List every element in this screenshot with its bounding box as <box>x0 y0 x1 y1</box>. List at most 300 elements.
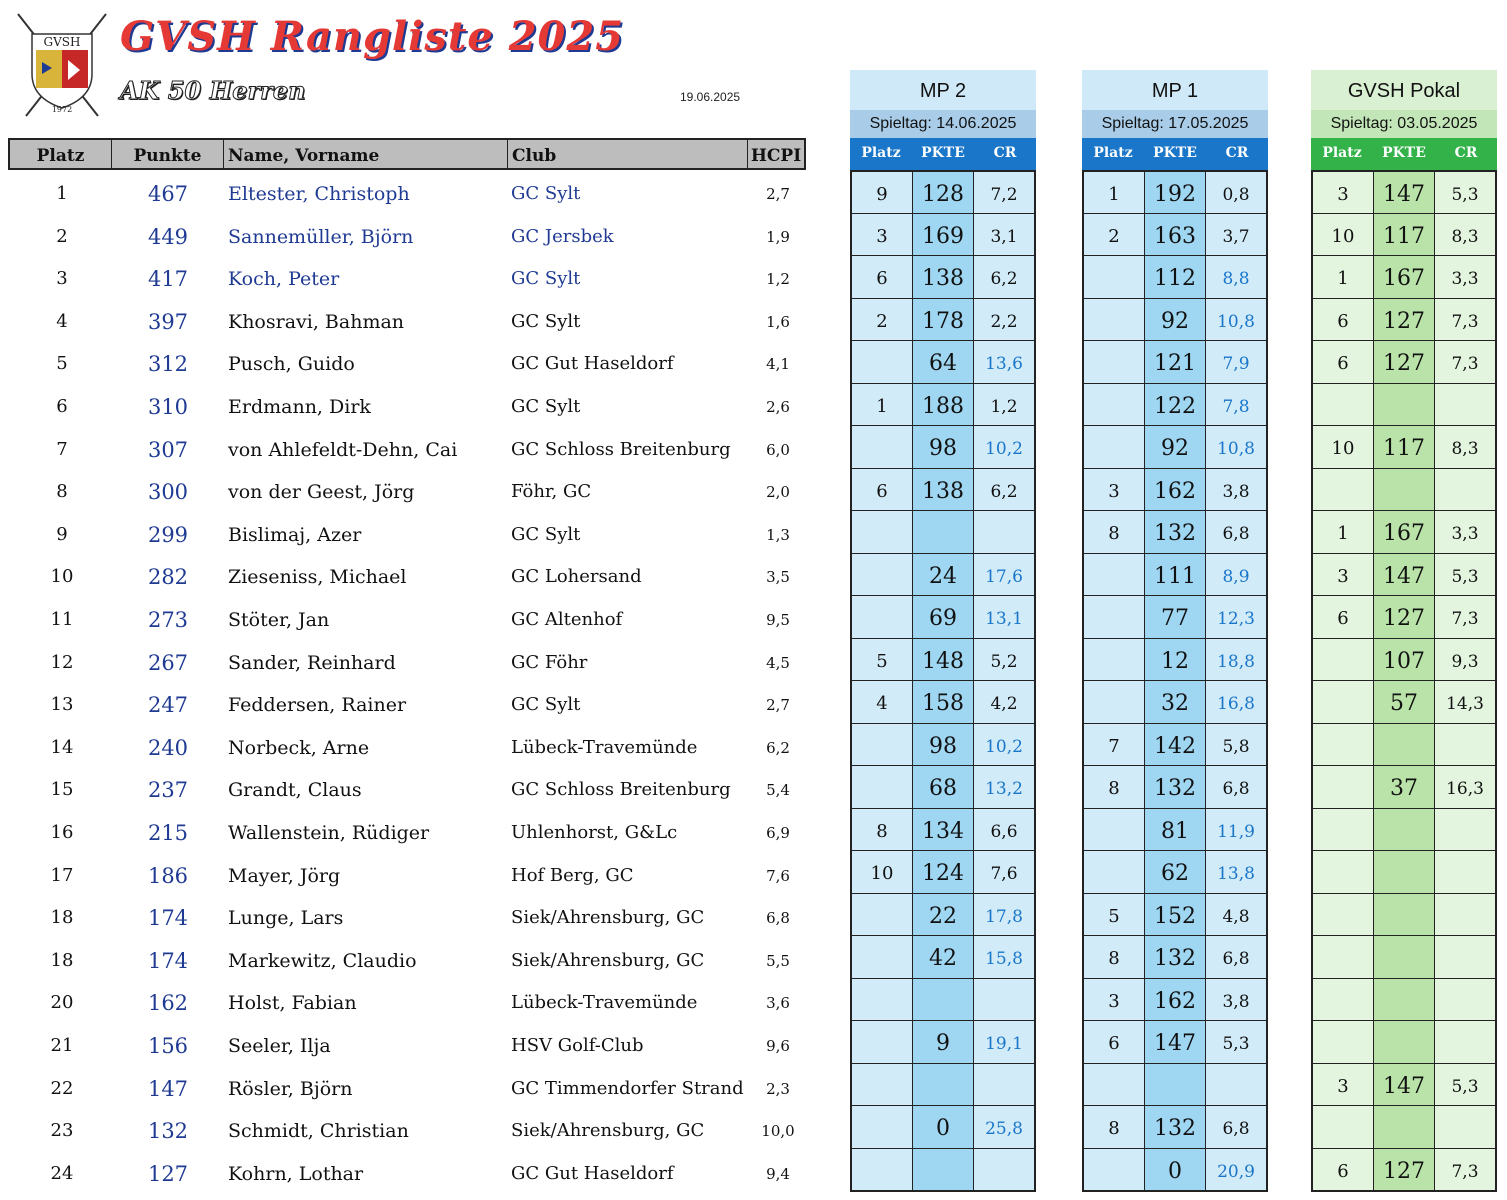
event-rank-cell <box>1313 936 1374 978</box>
event-rank-cell: 3 <box>852 214 913 256</box>
block-row <box>1084 638 1266 681</box>
table-row <box>8 1067 806 1109</box>
club-cell: Hof Berg, GC <box>511 864 634 886</box>
event-rank-cell <box>1084 851 1145 893</box>
event-cr-cell: 5,3 <box>1435 554 1495 596</box>
event-points-cell: 178 <box>913 299 974 341</box>
event-rank-cell: 2 <box>852 299 913 341</box>
event-points-cell: 132 <box>1145 766 1206 808</box>
table-row <box>8 896 806 938</box>
event-points-cell: 121 <box>1145 341 1206 383</box>
event-points-cell: 163 <box>1145 214 1206 256</box>
block-row <box>852 255 1034 298</box>
event-points-cell: 57 <box>1374 681 1435 723</box>
points-cell: 417 <box>147 267 189 292</box>
col-pkte: PKTE <box>1153 145 1197 161</box>
block-row <box>852 765 1034 808</box>
table-row <box>8 385 806 427</box>
event-rank-cell <box>1084 256 1145 298</box>
block-row <box>1313 1148 1495 1191</box>
rank-cell: 4 <box>56 310 68 332</box>
block-row <box>852 1148 1034 1191</box>
event-points-cell: 122 <box>1145 384 1206 426</box>
block-row <box>852 978 1034 1021</box>
club-cell: Siek/Ahrensburg, GC <box>511 1120 705 1142</box>
name-cell: Eltester, Christoph <box>228 183 410 205</box>
block-row <box>1313 298 1495 341</box>
event-rank-cell <box>1313 724 1374 766</box>
hcpi-cell: 5,4 <box>766 781 790 800</box>
points-cell: 162 <box>147 991 189 1016</box>
points-cell: 282 <box>147 565 189 590</box>
event-rank-cell <box>1084 341 1145 383</box>
event-rank-cell: 6 <box>1084 1021 1145 1063</box>
block-row <box>852 425 1034 468</box>
club-cell: Föhr, GC <box>511 481 592 503</box>
block-columns <box>1311 138 1497 170</box>
event-points-cell <box>1145 1064 1206 1106</box>
block-row <box>852 170 1034 213</box>
event-cr-cell: 16,3 <box>1435 766 1495 808</box>
block-title: MP 2 <box>850 70 1036 110</box>
event-cr-cell <box>1435 809 1495 851</box>
club-cell: Lübeck-Travemünde <box>511 736 698 758</box>
event-rank-cell <box>1313 1106 1374 1148</box>
name-cell: von Ahlefeldt-Dehn, Cai <box>228 438 458 461</box>
block-mp1 <box>1082 70 1268 1192</box>
table-row <box>8 470 806 512</box>
points-cell: 467 <box>147 182 189 206</box>
event-cr-cell: 7,8 <box>1206 384 1266 426</box>
name-cell: Grandt, Claus <box>228 779 362 802</box>
event-cr-cell <box>974 1064 1034 1106</box>
points-cell: 127 <box>147 1161 189 1186</box>
event-cr-cell: 7,3 <box>1435 341 1495 383</box>
col-platz: Platz <box>1093 145 1133 161</box>
event-rank-cell: 1 <box>852 384 913 426</box>
hcpi-cell: 6,2 <box>766 738 790 757</box>
points-cell: 215 <box>147 821 189 845</box>
block-row <box>1313 808 1495 851</box>
points-cell: 174 <box>147 906 189 931</box>
event-points-cell: 132 <box>1145 511 1206 553</box>
event-points-cell: 147 <box>1145 1021 1206 1063</box>
rank-cell: 2 <box>56 225 68 247</box>
block-row <box>1084 213 1266 256</box>
event-rank-cell <box>1084 681 1145 723</box>
event-rank-cell <box>1313 639 1374 681</box>
name-cell: Wallenstein, Rüdiger <box>228 822 430 844</box>
hcpi-cell: 6,8 <box>766 909 790 928</box>
table-row <box>8 257 806 299</box>
event-cr-cell: 7,6 <box>974 851 1034 893</box>
name-cell: Feddersen, Rainer <box>228 694 407 717</box>
block-row <box>852 298 1034 341</box>
event-points-cell: 127 <box>1374 299 1435 341</box>
event-points-cell: 32 <box>1145 681 1206 723</box>
event-cr-cell: 15,8 <box>974 936 1034 978</box>
rank-cell: 1 <box>56 183 68 204</box>
club-cell: GC Schloss Breitenburg <box>511 779 731 801</box>
block-row <box>852 340 1034 383</box>
event-points-cell: 167 <box>1374 256 1435 298</box>
event-cr-cell <box>1435 851 1495 893</box>
block-row <box>852 595 1034 638</box>
event-cr-cell: 17,6 <box>974 554 1034 596</box>
block-row <box>1313 723 1495 766</box>
rank-cell: 21 <box>50 1035 74 1056</box>
event-points-cell: 64 <box>913 341 974 383</box>
col-cr: CR <box>1454 145 1478 161</box>
rank-cell: 24 <box>50 1162 74 1184</box>
event-cr-cell: 10,2 <box>974 724 1034 766</box>
event-points-cell: 162 <box>1145 979 1206 1021</box>
event-rank-cell: 6 <box>852 469 913 511</box>
event-points-cell: 127 <box>1374 596 1435 638</box>
event-rank-cell <box>852 511 913 553</box>
table-row <box>8 1152 806 1194</box>
block-row <box>1313 383 1495 426</box>
block-grid <box>1082 170 1268 1192</box>
event-cr-cell <box>974 511 1034 553</box>
points-cell: 240 <box>147 735 189 760</box>
event-points-cell: 147 <box>1374 554 1435 596</box>
event-rank-cell <box>1084 554 1145 596</box>
event-rank-cell <box>1084 809 1145 851</box>
block-row <box>852 468 1034 511</box>
event-rank-cell: 1 <box>1313 256 1374 298</box>
event-cr-cell: 5,3 <box>1435 1064 1495 1106</box>
header-name: Name, Vorname <box>224 140 508 168</box>
event-points-cell <box>1374 469 1435 511</box>
hcpi-cell: 1,6 <box>766 312 790 331</box>
club-cell: GC Gut Haseldorf <box>511 353 674 375</box>
event-cr-cell: 6,6 <box>974 809 1034 851</box>
block-row <box>1313 170 1495 213</box>
name-cell: Kohrn, Lothar <box>228 1162 364 1185</box>
event-rank-cell: 9 <box>852 172 913 213</box>
block-row <box>1084 170 1266 213</box>
event-points-cell: 192 <box>1145 172 1206 213</box>
header-club: Club <box>508 140 748 168</box>
event-rank-cell <box>852 936 913 978</box>
event-cr-cell: 3,3 <box>1435 511 1495 553</box>
block-row <box>1084 340 1266 383</box>
name-cell: Markewitz, Claudio <box>228 949 417 972</box>
event-cr-cell <box>1435 894 1495 936</box>
name-cell: Pusch, Guido <box>228 353 355 376</box>
block-row <box>852 1063 1034 1106</box>
club-cell: GC Lohersand <box>511 566 642 588</box>
event-points-cell: 0 <box>913 1106 974 1148</box>
points-cell: 307 <box>147 437 189 462</box>
hcpi-cell: 2,0 <box>766 483 790 502</box>
event-rank-cell: 6 <box>852 256 913 298</box>
points-cell: 267 <box>147 650 189 675</box>
rank-cell: 17 <box>50 864 74 886</box>
event-cr-cell <box>1435 1021 1495 1063</box>
hcpi-cell: 2,7 <box>766 185 790 203</box>
event-cr-cell <box>1435 469 1495 511</box>
table-row <box>8 555 806 597</box>
block-row <box>1313 978 1495 1021</box>
table-row <box>8 981 806 1023</box>
club-cell: GC Altenhof <box>511 609 623 630</box>
points-cell: 310 <box>147 395 189 419</box>
hcpi-cell: 9,5 <box>766 611 790 629</box>
event-points-cell: 152 <box>1145 894 1206 936</box>
block-row <box>1313 425 1495 468</box>
table-row <box>8 1109 806 1151</box>
event-cr-cell <box>1435 936 1495 978</box>
event-points-cell: 12 <box>1145 639 1206 681</box>
club-cell: GC Sylt <box>511 694 581 716</box>
event-rank-cell: 10 <box>1313 426 1374 468</box>
event-cr-cell: 13,8 <box>1206 851 1266 893</box>
event-points-cell: 117 <box>1374 426 1435 468</box>
event-points-cell: 162 <box>1145 469 1206 511</box>
event-points-cell <box>1374 1106 1435 1148</box>
table-row <box>8 683 806 725</box>
event-cr-cell: 4,8 <box>1206 894 1266 936</box>
event-rank-cell: 8 <box>1084 511 1145 553</box>
event-cr-cell: 6,2 <box>974 256 1034 298</box>
event-cr-cell <box>1435 384 1495 426</box>
name-cell: Rösler, Björn <box>228 1077 353 1100</box>
hcpi-cell: 3,6 <box>766 994 790 1013</box>
event-cr-cell: 5,3 <box>1435 172 1495 213</box>
event-rank-cell <box>1313 1021 1374 1063</box>
event-cr-cell: 1,2 <box>974 384 1034 426</box>
name-cell: Lunge, Lars <box>228 907 344 930</box>
club-cell: GC Schloss Breitenburg <box>511 438 731 460</box>
event-points-cell: 188 <box>913 384 974 426</box>
col-platz: Platz <box>1322 145 1362 161</box>
event-points-cell: 111 <box>1145 554 1206 596</box>
rank-cell: 7 <box>56 438 68 460</box>
block-row <box>1313 893 1495 936</box>
page-subtitle: AK 50 Herren <box>120 76 306 105</box>
club-cell: GC Föhr <box>511 651 588 673</box>
hcpi-cell: 5,5 <box>766 951 790 970</box>
col-cr: CR <box>993 145 1017 161</box>
block-row <box>1084 680 1266 723</box>
points-cell: 174 <box>147 948 189 973</box>
hcpi-cell: 2,6 <box>766 398 790 416</box>
block-row <box>1084 510 1266 553</box>
points-cell: 273 <box>147 608 189 632</box>
col-pkte: PKTE <box>921 145 965 161</box>
event-rank-cell <box>1084 299 1145 341</box>
event-rank-cell: 3 <box>1084 979 1145 1021</box>
event-rank-cell <box>852 1149 913 1191</box>
club-cell: GC Sylt <box>511 183 581 204</box>
table-row <box>8 428 806 470</box>
block-row <box>1084 935 1266 978</box>
col-platz: Platz <box>861 145 901 161</box>
col-pkte: PKTE <box>1382 145 1426 161</box>
event-rank-cell <box>1084 1064 1145 1106</box>
header-punkte: Punkte <box>112 140 224 168</box>
event-rank-cell: 7 <box>1084 724 1145 766</box>
event-rank-cell: 6 <box>1313 341 1374 383</box>
event-cr-cell: 3,7 <box>1206 214 1266 256</box>
block-row <box>1084 425 1266 468</box>
event-points-cell: 69 <box>913 596 974 638</box>
rank-cell: 9 <box>56 523 68 545</box>
points-cell: 186 <box>147 863 189 888</box>
block-row <box>1313 1020 1495 1063</box>
table-row <box>8 726 806 768</box>
event-rank-cell <box>1084 426 1145 468</box>
points-cell: 312 <box>147 352 189 377</box>
event-cr-cell: 18,8 <box>1206 639 1266 681</box>
event-points-cell: 147 <box>1374 172 1435 213</box>
event-rank-cell: 8 <box>1084 766 1145 808</box>
hcpi-cell: 10,0 <box>761 1122 795 1141</box>
event-points-cell: 68 <box>913 766 974 808</box>
event-cr-cell: 19,1 <box>974 1021 1034 1063</box>
club-cell: GC Sylt <box>511 396 581 417</box>
block-row <box>1313 595 1495 638</box>
block-row <box>852 638 1034 681</box>
name-cell: Schmidt, Christian <box>228 1120 409 1143</box>
points-cell: 237 <box>147 778 189 803</box>
block-row <box>1084 978 1266 1021</box>
event-cr-cell: 5,8 <box>1206 724 1266 766</box>
event-points-cell: 81 <box>1145 809 1206 851</box>
points-cell: 397 <box>147 309 189 334</box>
event-cr-cell: 8,3 <box>1435 214 1495 256</box>
name-cell: Seeler, Ilja <box>228 1035 331 1057</box>
club-cell: GC Sylt <box>511 310 581 332</box>
event-rank-cell: 10 <box>852 851 913 893</box>
block-date: Spieltag: 17.05.2025 <box>1082 110 1268 138</box>
block-row <box>1084 765 1266 808</box>
event-rank-cell <box>1084 596 1145 638</box>
event-cr-cell: 25,8 <box>974 1106 1034 1148</box>
table-row <box>8 854 806 896</box>
rank-cell: 22 <box>50 1077 74 1099</box>
event-cr-cell <box>974 1149 1034 1191</box>
points-cell: 247 <box>147 693 189 718</box>
event-points-cell: 98 <box>913 724 974 766</box>
club-cell: GC Sylt <box>511 268 581 290</box>
event-points-cell <box>1374 979 1435 1021</box>
event-cr-cell: 0,8 <box>1206 172 1266 213</box>
points-cell: 299 <box>147 522 189 547</box>
event-rank-cell <box>1084 639 1145 681</box>
event-cr-cell: 7,2 <box>974 172 1034 213</box>
rank-cell: 18 <box>50 907 74 929</box>
page-title: GVSH Rangliste 2025 <box>120 13 625 60</box>
event-points-cell: 134 <box>913 809 974 851</box>
block-gvsh-pokal <box>1311 70 1497 1192</box>
hcpi-cell: 4,5 <box>766 653 790 672</box>
event-cr-cell: 6,8 <box>1206 766 1266 808</box>
event-points-cell: 117 <box>1374 214 1435 256</box>
rank-cell: 13 <box>50 694 74 716</box>
block-row <box>1313 680 1495 723</box>
event-rank-cell <box>1313 809 1374 851</box>
name-cell: Zieseniss, Michael <box>228 566 407 589</box>
block-row <box>852 935 1034 978</box>
event-cr-cell: 13,1 <box>974 596 1034 638</box>
event-points-cell: 42 <box>913 936 974 978</box>
event-rank-cell <box>852 554 913 596</box>
event-points-cell: 167 <box>1374 511 1435 553</box>
block-row <box>852 1020 1034 1063</box>
hcpi-cell: 9,4 <box>766 1164 790 1183</box>
hcpi-cell: 3,5 <box>766 568 790 587</box>
points-cell: 449 <box>147 224 189 249</box>
event-rank-cell: 4 <box>852 681 913 723</box>
table-row <box>8 300 806 342</box>
table-row <box>8 342 806 384</box>
hcpi-cell: 2,7 <box>766 696 790 715</box>
svg-text:GVSH: GVSH <box>43 35 81 49</box>
event-cr-cell: 8,9 <box>1206 554 1266 596</box>
event-rank-cell <box>1313 469 1374 511</box>
event-cr-cell: 6,8 <box>1206 511 1266 553</box>
event-rank-cell <box>852 596 913 638</box>
block-row <box>1084 298 1266 341</box>
event-cr-cell: 3,8 <box>1206 469 1266 511</box>
event-points-cell: 158 <box>913 681 974 723</box>
event-rank-cell: 6 <box>1313 1149 1374 1191</box>
event-points-cell: 132 <box>1145 936 1206 978</box>
event-cr-cell: 6,2 <box>974 469 1034 511</box>
block-row <box>1084 468 1266 511</box>
hcpi-cell: 7,6 <box>766 866 790 885</box>
block-row <box>852 808 1034 851</box>
event-rank-cell <box>852 894 913 936</box>
club-cell: GC Gut Haseldorf <box>511 1162 674 1184</box>
event-cr-cell: 12,3 <box>1206 596 1266 638</box>
event-cr-cell: 3,3 <box>1435 256 1495 298</box>
name-cell: Bislimaj, Azer <box>228 523 362 546</box>
event-points-cell: 138 <box>913 469 974 511</box>
block-mp2 <box>850 70 1036 1192</box>
event-rank-cell <box>1084 384 1145 426</box>
event-cr-cell <box>974 979 1034 1021</box>
block-row <box>1313 765 1495 808</box>
event-points-cell: 24 <box>913 554 974 596</box>
club-cell: Lübeck-Travemünde <box>511 992 698 1014</box>
rank-cell: 6 <box>56 396 68 417</box>
hcpi-cell: 1,9 <box>766 227 790 246</box>
block-date: Spieltag: 14.06.2025 <box>850 110 1036 138</box>
event-rank-cell <box>852 724 913 766</box>
header-hcpi: HCPI <box>750 146 802 166</box>
table-row <box>8 215 806 257</box>
club-cell: Siek/Ahrensburg, GC <box>511 949 705 971</box>
event-cr-cell: 2,2 <box>974 299 1034 341</box>
hcpi-cell: 1,2 <box>766 270 790 289</box>
club-cell: GC Jersbek <box>511 225 614 247</box>
block-row <box>1313 255 1495 298</box>
event-cr-cell: 13,2 <box>974 766 1034 808</box>
block-row <box>852 383 1034 426</box>
block-row <box>1313 468 1495 511</box>
block-row <box>1084 1020 1266 1063</box>
event-points-cell: 147 <box>1374 1064 1435 1106</box>
name-cell: Erdmann, Dirk <box>228 396 371 418</box>
block-title: MP 1 <box>1082 70 1268 110</box>
name-cell: Sander, Reinhard <box>228 651 396 674</box>
name-cell: Stöter, Jan <box>228 609 330 631</box>
event-cr-cell: 5,2 <box>974 639 1034 681</box>
